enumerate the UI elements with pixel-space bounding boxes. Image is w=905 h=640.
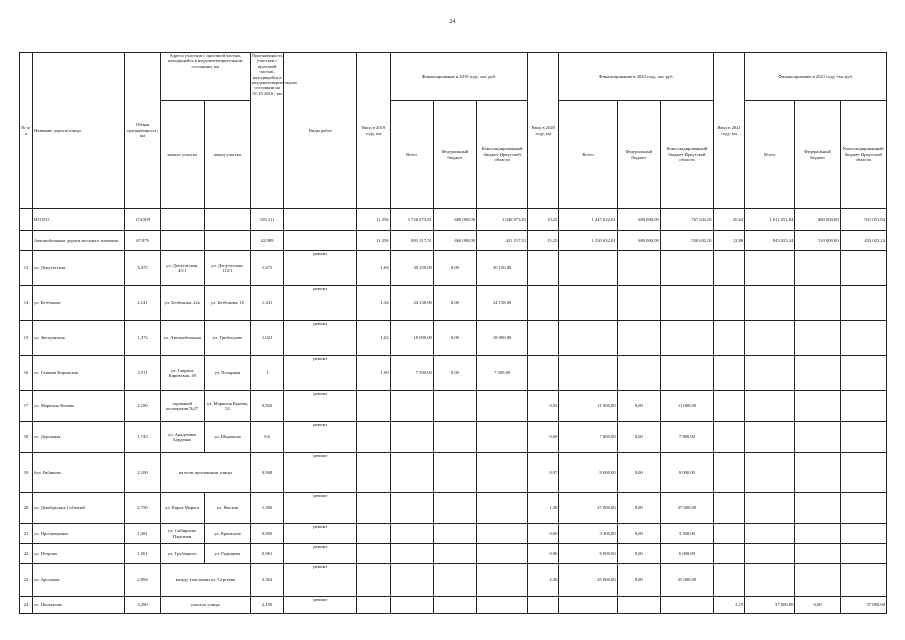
cell-federal-2019: 0,00 [433,251,476,286]
table-body [20,209,887,614]
cell-input-2019 [357,493,390,524]
cell-consolidated-2020 [660,321,713,356]
cell-total-2021 [745,321,795,356]
cell-total-2021 [745,422,795,453]
cell-works: ремонт [284,286,357,321]
cell-num: 15 [20,321,33,356]
cell-num: 21 [20,524,33,544]
cell-start: ул. Депутатская, 45/1 [160,251,204,286]
cell-consolidated-2021 [840,453,886,493]
cell-total-2021 [745,251,795,286]
cell-federal-2019 [433,564,476,597]
cell-input-2020: 2,36 [528,564,559,597]
cell-end: ул. Крымская [204,524,250,544]
cell-works: ремонт [284,453,357,493]
cell-total-length: 2,141 [125,286,160,321]
cell-federal-2019 [433,453,476,493]
cell-federal-2020 [617,286,660,321]
cell-total-2019: 24 138,00 [390,286,433,321]
cell-federal-2020 [617,597,660,614]
cell-works: ремонт [284,544,357,564]
cell-federal-2020: 0,00 [617,564,660,597]
cell-input-2020 [528,597,559,614]
cell-consolidated-2021 [840,356,886,391]
cell-consolidated-2019 [477,524,528,544]
cell-start: ул. Карла Маркса [160,493,204,524]
header-start: начало участка [160,101,204,209]
cell-bad-length: 105,111 [251,209,284,231]
cell-total-2020 [559,597,617,614]
cell-total-2019 [390,597,433,614]
cell-federal-2021: 0,00 [795,597,840,614]
cell-federal-2020 [617,321,660,356]
cell-total-2021 [745,493,795,524]
cell-consolidated-2019: 421 517,51 [477,231,528,251]
table-row [20,564,887,597]
cell-consolidated-2020: 11 000,00 [660,391,713,422]
header-end: конец участка [204,101,250,209]
cell-consolidated-2021: 931 051,84 [840,209,886,231]
cell-name: ул. Аргунова [33,564,125,597]
cell-federal-2021 [795,286,840,321]
cell-input-2020: 0,60 [528,422,559,453]
cell-num: 19 [20,453,33,493]
cell-bad-length: 1,023 [251,321,284,356]
cell-bad-length: 1,300 [251,493,284,524]
cell-federal-2020: 0,00 [617,453,660,493]
cell-total-2019 [390,524,433,544]
cell-end: ул. Полярная [204,356,250,391]
cell-total-2021 [745,286,795,321]
cell-input-2021 [714,391,745,422]
header-total-2019: Всего [390,101,433,209]
cell-consolidated-2020: 7 800,00 [660,422,713,453]
cell-num: 20 [20,493,33,524]
cell-works: ремонт [284,391,357,422]
cell-start: ул. Безбокова, 22а [160,286,204,321]
cell-input-2019 [357,544,390,564]
cell-total-2020 [559,321,617,356]
cell-name: ул. Пискунова [33,597,125,614]
cell-total-2019 [390,453,433,493]
cell-total-length: 1,381 [125,524,160,544]
header-num: № п/п [20,53,33,209]
cell-bad-length: 1,675 [251,251,284,286]
cell-federal-2020 [617,251,660,286]
cell-federal-2019 [433,524,476,544]
cell-total-2021 [745,524,795,544]
cell-total-2021 [745,453,795,493]
cell-consolidated-2020: 27 000,00 [660,493,713,524]
cell-num: 17 [20,391,33,422]
cell-works: ремонт [284,356,357,391]
cell-federal-2021 [795,453,840,493]
cell-total-2019 [390,544,433,564]
header-input-2021: Ввод в 2021 году, км [714,53,745,209]
cell-name: ул. Главная Кировская [33,356,125,391]
cell-start: ул. Гаврила Кировская, 49 [160,356,204,391]
cell-total-length: 174,909 [125,209,160,231]
cell-federal-2021 [795,544,840,564]
cell-federal-2021 [795,391,840,422]
cell-input-2021: 2,19 [714,597,745,614]
cell-federal-2021 [795,251,840,286]
cell-consolidated-2019 [477,544,528,564]
cell-consolidated-2020 [660,356,713,391]
cell-total-length: 1,743 [125,422,160,453]
table-row [20,356,887,391]
cell-name: ул. Декабрьских Событий [33,493,125,524]
cell-input-2021 [714,493,745,524]
cell-input-2021 [714,251,745,286]
cell-consolidated-2020: 25 000,00 [660,564,713,597]
cell-total-length: 3,290 [125,597,160,614]
cell-input-2021 [714,286,745,321]
cell-consolidated-2019 [477,391,528,422]
header-bad-length: Протяжённость участков с проезжей частью, находящейся в неудовлетворительном состоянии на 01.10.2016 , км [251,53,284,209]
cell-works: ремонт [284,524,357,544]
cell-works: ремонт [284,493,357,524]
cell-name: ул. Маршала Конева [33,391,125,422]
cell-total-2019: 18 000,00 [390,321,433,356]
cell-bad-length: 0,600 [251,524,284,544]
cell-works: ремонт [284,321,357,356]
cell-num: 16 [20,356,33,391]
cell-consolidated-2019: 30 150,00 [477,251,528,286]
cell-bad-length: 1 [251,356,284,391]
cell-total-2020 [559,356,617,391]
cell-consolidated-2019 [477,597,528,614]
cell-name: ул. Дорожная [33,422,125,453]
cell-consolidated-2021 [840,493,886,524]
cell-input-2021: 20,62 [714,209,745,231]
cell-start: ул. Трубецкого [160,544,204,564]
cell-name: ул. Звездинская [33,321,125,356]
cell-total-2021 [745,391,795,422]
cell-total-length: 3,475 [125,251,160,286]
cell-input-2019: 1,68 [357,251,390,286]
cell-federal-2020: 0,00 [617,493,660,524]
cell-federal-2020: 0,00 [617,544,660,564]
cell-total-2021: 943 023,24 [745,231,795,251]
cell-total-2021 [745,356,795,391]
cell-bad-length: 0,961 [251,544,284,564]
cell-total-2020 [559,286,617,321]
header-federal-2021: Федеральный бюджет [795,101,840,209]
table-row [20,422,887,453]
cell-name: ИТОГО [33,209,125,231]
cell-num: 14 [20,286,33,321]
cell-consolidated-2020 [660,251,713,286]
table-row [20,321,887,356]
cell-end: ул. Депутатская, 112/1 [204,251,250,286]
cell-start: ул. Автомобильная [160,321,204,356]
cell-name: ул. Депутатская [33,251,125,286]
cell-total-length: 2,750 [125,493,160,524]
cell-input-2020 [528,286,559,321]
header-fin-2019: Финансирование в 2019 году, тыс руб. [390,53,528,101]
cell-federal-2020 [617,356,660,391]
header-name: Название дороги/улицы [33,53,125,209]
cell-num: 18 [20,422,33,453]
cell-total-length: 2,894 [125,564,160,597]
cell-federal-2021 [795,356,840,391]
cell-total-2021 [745,564,795,597]
cell-consolidated-2019: 18 000,00 [477,321,528,356]
cell-input-2020: 0,96 [528,544,559,564]
header-address-group: Адреса участков с проезжей частью, находящейся в неудовлетворительном состоянии, км [160,53,250,101]
cell-total-2021: 37 000,00 [745,597,795,614]
cell-federal-2020: 680 000,00 [617,231,660,251]
cell-works: ремонт [284,251,357,286]
cell-consolidated-2020: 767 632,01 [660,209,713,231]
page-number: 24 [449,19,456,25]
cell-consolidated-2021: 433 023,24 [840,231,886,251]
cell-total-2020: 6 000,00 [559,544,617,564]
header-total-length: Общая протяжённость, км [125,53,160,209]
cell-input-2020: 0,60 [528,524,559,544]
cell-input-2019 [357,391,390,422]
header-input-2019: Ввод в 2019 году, км [357,53,390,209]
table-row [20,524,887,544]
header-federal-2020: Федеральный бюджет [617,101,660,209]
cell-consolidated-2021 [840,544,886,564]
cell-total-2021 [745,544,795,564]
cell-input-2021 [714,564,745,597]
cell-end: ул. Радищева [204,544,250,564]
table-row [20,286,887,321]
table-row [20,493,887,524]
cell-federal-2019 [433,597,476,614]
cell-total-2019 [390,422,433,453]
cell-input-2020 [528,356,559,391]
cell-works: ремонт [284,422,357,453]
cell-name: ул. Петрова [33,544,125,564]
cell-end: ул. Маршала Конева, 52 [204,391,250,422]
cell-name: Автомобильные дороги местного значения [33,231,125,251]
cell-federal-2020: 0,00 [617,422,660,453]
cell-input-2019 [357,597,390,614]
cell-total-2019 [390,391,433,422]
cell-num: 22 [20,544,33,564]
cell-total-2020: 1 230 632,01 [559,231,617,251]
cell-num: 13 [20,251,33,286]
table-row [20,597,887,614]
cell-total-length: 1,372 [125,321,160,356]
cell-total-2020: 3 300,00 [559,524,617,544]
cell-total-length: 1,561 [125,544,160,564]
cell-consolidated-2019: 24 138,00 [477,286,528,321]
cell-input-2021 [714,544,745,564]
cell-bad-length: 0,968 [251,453,284,493]
cell-input-2019: 1,00 [357,356,390,391]
header-fin-2021: Финансирование в 2021 году, тыс руб. [745,53,887,101]
cell-num: 24 [20,597,33,614]
cell-input-2019 [357,422,390,453]
cell-total-2020: 1 447 632,01 [559,209,617,231]
cell-total-length: 2,511 [125,356,160,391]
cell-federal-2019 [433,493,476,524]
cell-total-length: 2,100 [125,453,160,493]
cell-input-2019: 1,34 [357,286,390,321]
cell-federal-2021: 510 000,00 [795,231,840,251]
cell-input-2020: 0,97 [528,453,559,493]
cell-total-2020: 9 000,00 [559,453,617,493]
cell-input-2021 [714,321,745,356]
cell-federal-2019: 460 000,00 [433,231,476,251]
cell-consolidated-2020: 3 300,00 [660,524,713,544]
cell-total-2019 [390,493,433,524]
cell-federal-2020: 0,00 [617,524,660,544]
cell-name: ул. Безбокова [33,286,125,321]
cell-consolidated-2019 [477,422,528,453]
cell-bad-length: 2,190 [251,597,284,614]
cell-end: ул. Ямская [204,493,250,524]
cell-total-2020 [559,251,617,286]
cell-input-2019: 11,356 [357,231,390,251]
cell-input-2020: 0,92 [528,391,559,422]
cell-input-2020 [528,251,559,286]
cell-input-2021 [714,453,745,493]
table-row [20,251,887,286]
cell-input-2021: 12,88 [714,231,745,251]
cell-total-2019: 30 150,00 [390,251,433,286]
cell-consolidated-2020: 6 000,00 [660,544,713,564]
cell-bad-length: 2,364 [251,564,284,597]
cell-federal-2021 [795,321,840,356]
cell-consolidated-2021 [840,564,886,597]
cell-bad-length: 42,989 [251,231,284,251]
cell-total-2020: 25 000,00 [559,564,617,597]
cell-consolidated-2019: 7 500,00 [477,356,528,391]
cell-input-2019: 1,02 [357,321,390,356]
cell-total-2019: 881 517,51 [390,231,433,251]
cell-federal-2021 [795,524,840,544]
cell-end: ул. Грибоедова [204,321,250,356]
cell-federal-2021 [795,493,840,524]
cell-consolidated-2019 [477,564,528,597]
cell-input-2019: 11,356 [357,209,390,231]
header-consolidated-2020: Консолидированный бюджет Иркутской области [660,101,713,209]
cell-total-2019: 1 726 073,81 [390,209,433,231]
table-row [20,453,887,493]
cell-consolidated-2019: 1 046 073,81 [477,209,528,231]
cell-total-length: 67,879 [125,231,160,251]
cell-input-2021 [714,356,745,391]
cell-address-span: между участками ул. Сергеева [160,564,250,597]
cell-consolidated-2020: 550 632,01 [660,231,713,251]
header-consolidated-2019: Консолидированный бюджет Иркутской области [477,101,528,209]
cell-input-2019 [357,453,390,493]
cell-input-2020: 1,30 [528,493,559,524]
cell-total-length: 2,180 [125,391,160,422]
header-works: Виды работ [284,53,357,209]
cell-num: 23 [20,564,33,597]
table-row-total [20,209,887,231]
cell-consolidated-2021 [840,524,886,544]
cell-address-span: участок улицы [160,597,250,614]
cell-start: ул. Сибирских Партизан [160,524,204,544]
cell-total-2019: 7 500,00 [390,356,433,391]
cell-federal-2021 [795,564,840,597]
cell-bad-length: 1,341 [251,286,284,321]
cell-total-2019 [390,564,433,597]
cell-bad-length: 0,6 [251,422,284,453]
cell-name: бул. Рябикова [33,453,125,493]
table-row [20,391,887,422]
cell-federal-2019: 0,00 [433,321,476,356]
cell-name: ул. Просвещения [33,524,125,544]
cell-consolidated-2021 [840,321,886,356]
cell-address-span: на всем протяжении улицы [160,453,250,493]
cell-federal-2019: 0,00 [433,286,476,321]
cell-bad-length: 0,920 [251,391,284,422]
cell-total-2020: 7 800,00 [559,422,617,453]
cell-federal-2020: 680 000,00 [617,209,660,231]
roads-table [19,52,887,614]
cell-total-2021: 1 611 051,84 [745,209,795,231]
table-header [20,53,887,209]
header-total-2020: Всего [559,101,617,209]
cell-input-2021 [714,422,745,453]
cell-end: ул. Безбокова, 10 [204,286,250,321]
cell-federal-2019 [433,422,476,453]
cell-input-2020: 15,25 [528,231,559,251]
cell-start: ул. Академика Бурденко [160,422,204,453]
cell-federal-2019 [433,544,476,564]
cell-consolidated-2019 [477,493,528,524]
header-input-2020: Ввод в 2020 году, км [528,53,559,209]
cell-consolidated-2020 [660,597,713,614]
cell-consolidated-2021: 37 000,00 [840,597,886,614]
cell-input-2020: 19,25 [528,209,559,231]
cell-start: гаражный кооператив №27 [160,391,204,422]
cell-total-2020: 27 000,00 [559,493,617,524]
cell-federal-2019: 680 000,00 [433,209,476,231]
cell-input-2019 [357,564,390,597]
cell-federal-2019: 0,00 [433,356,476,391]
cell-input-2020 [528,321,559,356]
header-consolidated-2021: Консолидированный бюджет Иркутской области [840,101,886,209]
cell-federal-2019 [433,391,476,422]
cell-federal-2021: 680 000,00 [795,209,840,231]
cell-consolidated-2021 [840,286,886,321]
cell-works: ремонт [284,564,357,597]
header-fin-2020: Финансирование в 2020 году, тыс руб. [559,53,714,101]
cell-works: ремонт [284,597,357,614]
cell-input-2019 [357,524,390,544]
cell-consolidated-2021 [840,391,886,422]
cell-consolidated-2021 [840,422,886,453]
cell-federal-2020: 0,00 [617,391,660,422]
cell-consolidated-2020 [660,286,713,321]
cell-input-2021 [714,524,745,544]
cell-consolidated-2020: 9 000,00 [660,453,713,493]
header-federal-2019: Федеральный бюджет [433,101,476,209]
table-row-local-roads [20,231,887,251]
cell-total-2020: 11 000,00 [559,391,617,422]
table-row [20,544,887,564]
cell-federal-2021 [795,422,840,453]
cell-end: ул. Шараповa [204,422,250,453]
cell-consolidated-2019 [477,453,528,493]
header-total-2021: Всего [745,101,795,209]
cell-consolidated-2021 [840,251,886,286]
